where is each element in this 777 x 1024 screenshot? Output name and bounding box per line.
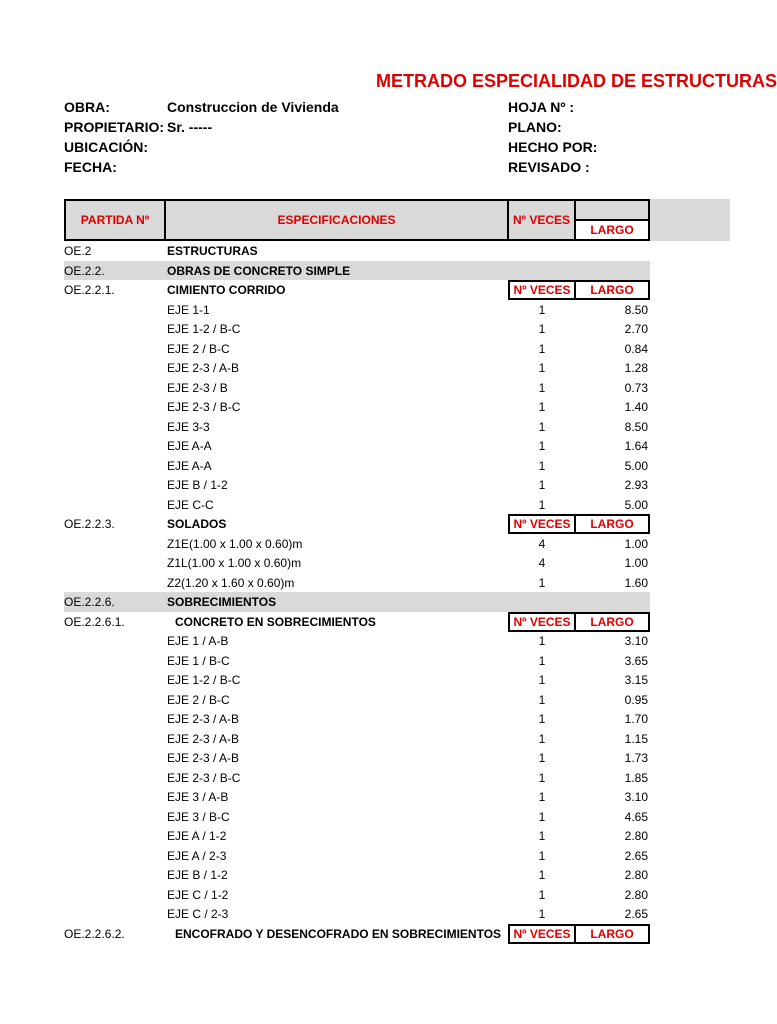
- specification-text: Z1L(1.00 x 1.00 x 0.60)m: [167, 556, 302, 570]
- largo-value: 3.10: [624, 634, 648, 648]
- specification-text: EJE 3-3: [167, 419, 210, 434]
- specification-text: EJE A / 2-3: [167, 848, 227, 863]
- nveces-value: 1: [538, 868, 546, 882]
- col-partida-label: PARTIDA Nº: [80, 213, 150, 227]
- col-especificaciones: [164, 199, 509, 241]
- table-row: [64, 475, 650, 495]
- table-row: [64, 300, 650, 320]
- partida-code: OE.2: [64, 244, 92, 258]
- largo-value: 1.00: [624, 536, 648, 551]
- table-row: [64, 456, 650, 476]
- specification-text: EJE 2-3 / B: [167, 380, 228, 395]
- largo-value: 4.65: [624, 809, 648, 824]
- largo-value: 3.65: [624, 653, 648, 668]
- nveces-value: 1: [538, 302, 546, 317]
- nveces-value: 1: [538, 497, 546, 512]
- table-row: [64, 768, 650, 788]
- largo-subheader: LARGO: [574, 514, 650, 534]
- section-row: [64, 924, 650, 944]
- nveces-value: 1: [538, 829, 546, 843]
- header-fecha-label: FECHA:: [64, 159, 117, 175]
- specification-text: ENCOFRADO Y DESENCOFRADO EN SOBRECIMIENTOS: [175, 926, 502, 941]
- table-row: [64, 495, 650, 515]
- largo-value: 1.85: [624, 770, 648, 785]
- table-row: [64, 885, 650, 905]
- nveces-value: 1: [538, 887, 546, 902]
- largo-subheader: LARGO: [574, 612, 650, 632]
- nveces-value: 1: [538, 673, 546, 687]
- header-left: [64, 97, 164, 177]
- largo-value: 1.40: [624, 400, 648, 414]
- nveces-value: 1: [538, 751, 546, 765]
- partida-code: OE.2.2.6.: [64, 595, 115, 609]
- largo-subheader: LARGO: [574, 280, 650, 300]
- nveces-subheader: Nº VECES: [508, 612, 576, 632]
- specification-text: EJE 2-3 / A-B: [167, 361, 240, 375]
- specification-text: EJE C / 2-3: [167, 907, 229, 921]
- header-ubicacion-label: UBICACIÓN:: [64, 139, 148, 155]
- table-row: [64, 534, 650, 554]
- table-row: [64, 631, 650, 651]
- specification-text: EJE C-C: [167, 497, 214, 512]
- header-plano-label: PLANO:: [508, 119, 562, 135]
- largo-value: 1.28: [624, 361, 648, 375]
- nveces-value: 1: [538, 478, 546, 492]
- table-row: [64, 865, 650, 885]
- largo-value: 1.70: [624, 712, 648, 726]
- largo-value: 1.60: [624, 575, 648, 590]
- header-propietario-value: Sr. -----: [167, 119, 213, 135]
- largo-subheader: LARGO: [574, 924, 650, 944]
- specification-text: EJE 2-3 / B-C: [167, 770, 241, 785]
- section-row: [64, 592, 650, 612]
- section-row: [64, 241, 650, 261]
- largo-value: 5.00: [624, 497, 648, 512]
- header-obra-value: Construccion de Vivienda: [167, 99, 339, 115]
- specification-text: EJE 2-3 / A-B: [167, 712, 240, 726]
- specification-text: ESTRUCTURAS: [167, 244, 258, 258]
- header-right: [508, 97, 597, 177]
- section-row: [64, 280, 650, 300]
- specification-text: EJE 3 / B-C: [167, 809, 230, 824]
- nveces-value: 1: [538, 848, 546, 863]
- specification-text: CONCRETO EN SOBRECIMIENTOS: [175, 614, 376, 629]
- largo-value: 5.00: [624, 458, 648, 473]
- nveces-value: 1: [538, 653, 546, 668]
- largo-value: 3.10: [624, 790, 648, 804]
- table-row: [64, 651, 650, 671]
- specification-text: SOBRECIMIENTOS: [167, 595, 277, 609]
- nveces-value: 1: [538, 419, 546, 434]
- table-row: [64, 670, 650, 690]
- section-row: [64, 612, 650, 632]
- nveces-value: 1: [538, 907, 546, 921]
- page-title: METRADO ESPECIALIDAD DE ESTRUCTURAS: [376, 71, 777, 91]
- nveces-value: 1: [538, 692, 546, 707]
- specification-text: EJE A / 1-2: [167, 829, 227, 843]
- largo-value: 3.15: [624, 673, 648, 687]
- table-row: [64, 378, 650, 398]
- nveces-value: 1: [538, 634, 546, 648]
- specification-text: EJE 1-2 / B-C: [167, 673, 241, 687]
- specification-text: EJE 2 / B-C: [167, 341, 230, 356]
- table-row: [64, 826, 650, 846]
- col-nveces-label: Nº VECES: [512, 213, 571, 227]
- largo-value: 0.73: [624, 380, 648, 395]
- specification-text: EJE B / 1-2: [167, 478, 228, 492]
- specification-text: EJE 1 / B-C: [167, 653, 230, 668]
- partida-code: OE.2.2.1.: [64, 283, 115, 297]
- table-row: [64, 709, 650, 729]
- specification-text: OBRAS DE CONCRETO SIMPLE: [167, 263, 351, 278]
- header-grey-extension: [650, 199, 730, 241]
- col-largo-label: LARGO: [590, 223, 634, 237]
- nveces-subheader: Nº VECES: [508, 280, 576, 300]
- nveces-value: 1: [538, 380, 546, 395]
- largo-value: 1.73: [624, 751, 648, 765]
- specification-text: EJE C / 1-2: [167, 887, 229, 902]
- largo-value: 1.64: [624, 439, 648, 453]
- specification-text: EJE A-A: [167, 439, 212, 453]
- specification-text: EJE B / 1-2: [167, 868, 228, 882]
- nveces-value: 1: [538, 361, 546, 375]
- largo-value: 0.95: [624, 692, 648, 707]
- partida-code: OE.2.2.3.: [64, 517, 115, 531]
- nveces-subheader: Nº VECES: [508, 514, 576, 534]
- nveces-value: 4: [538, 536, 546, 551]
- header-hecho-label: HECHO POR:: [508, 139, 598, 155]
- table-row: [64, 358, 650, 378]
- nveces-value: 1: [538, 790, 546, 804]
- header-propietario-label: PROPIETARIO:: [64, 119, 165, 135]
- specification-text: EJE 2-3 / A-B: [167, 731, 240, 746]
- table-row: [64, 397, 650, 417]
- specification-text: CIMIENTO CORRIDO: [167, 283, 286, 297]
- col-largo: [574, 199, 650, 241]
- partida-code: OE.2.2.6.1.: [64, 614, 125, 629]
- nveces-value: 1: [538, 731, 546, 746]
- specification-text: EJE 2-3 / B-C: [167, 400, 241, 414]
- largo-value: 8.50: [624, 419, 648, 434]
- specification-text: EJE 2 / B-C: [167, 692, 230, 707]
- largo-value: 1.15: [624, 731, 648, 746]
- nveces-value: 1: [538, 712, 546, 726]
- nveces-subheader: Nº VECES: [508, 924, 576, 944]
- table-row: [64, 787, 650, 807]
- largo-value: 2.65: [624, 907, 648, 921]
- largo-value: 2.80: [624, 868, 648, 882]
- specification-text: SOLADOS: [167, 517, 227, 531]
- table-row: [64, 690, 650, 710]
- col-especificaciones-label: ESPECIFICACIONES: [277, 213, 396, 227]
- nveces-value: 1: [538, 770, 546, 785]
- specification-text: Z1E(1.00 x 1.00 x 0.60)m: [167, 536, 303, 551]
- partida-code: OE.2.2.6.2.: [64, 926, 125, 941]
- nveces-value: 1: [538, 458, 546, 473]
- section-row: [64, 514, 650, 534]
- largo-value: 2.80: [624, 887, 648, 902]
- specification-text: EJE 2-3 / A-B: [167, 751, 240, 765]
- nveces-value: 1: [538, 575, 546, 590]
- header-revisado-label: REVISADO :: [508, 159, 590, 175]
- nveces-value: 1: [538, 322, 546, 336]
- table-row: [64, 319, 650, 339]
- specification-text: EJE 3 / A-B: [167, 790, 229, 804]
- specification-text: Z2(1.20 x 1.60 x 0.60)m: [167, 575, 295, 590]
- table-row: [64, 748, 650, 768]
- table-row: [64, 729, 650, 749]
- largo-value: 2.80: [624, 829, 648, 843]
- largo-value: 1.00: [624, 556, 648, 570]
- largo-value: 2.93: [624, 478, 648, 492]
- nveces-value: 1: [538, 400, 546, 414]
- nveces-value: 1: [538, 341, 546, 356]
- table-row: [64, 339, 650, 359]
- col-largo-box: [574, 219, 650, 241]
- largo-value: 2.65: [624, 848, 648, 863]
- nveces-value: 1: [538, 439, 546, 453]
- nveces-value: 4: [538, 556, 546, 570]
- col-partida: [64, 199, 166, 241]
- specification-text: EJE 1 / A-B: [167, 634, 229, 648]
- header-hoja-label: HOJA Nº :: [508, 99, 575, 115]
- specification-text: EJE 1-2 / B-C: [167, 322, 241, 336]
- specification-text: EJE A-A: [167, 458, 212, 473]
- table-row: [64, 553, 650, 573]
- partida-code: OE.2.2.: [64, 263, 105, 278]
- largo-value: 2.70: [624, 322, 648, 336]
- table-row: [64, 436, 650, 456]
- largo-value: 0.84: [624, 341, 648, 356]
- largo-value: 8.50: [624, 302, 648, 317]
- table-row: [64, 846, 650, 866]
- header-values: [167, 97, 339, 137]
- specification-text: EJE 1-1: [167, 302, 210, 317]
- table-row: [64, 573, 650, 593]
- nveces-value: 1: [538, 809, 546, 824]
- table-row: [64, 807, 650, 827]
- header-obra-label: OBRA:: [64, 99, 110, 115]
- table-row: [64, 417, 650, 437]
- table-row: [64, 904, 650, 924]
- col-nveces: [507, 199, 576, 241]
- section-row: [64, 261, 650, 281]
